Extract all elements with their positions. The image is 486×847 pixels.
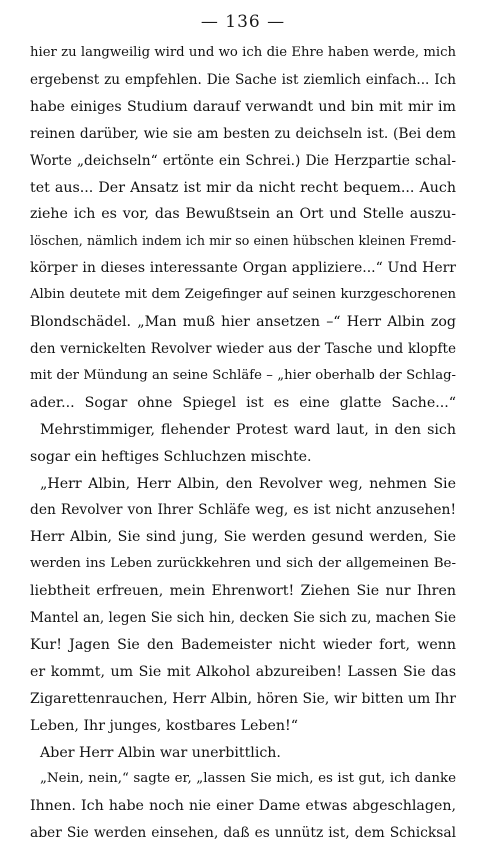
page-number: — 136 — <box>200 12 286 32</box>
text-line: Blondschädel. „Man muß hier ansetzen –“ Herr Albin zog <box>30 314 456 331</box>
text-line: reinen darüber, wie sie am besten zu deichseln ist. (Bei dem <box>30 125 456 142</box>
text-line: Albin deutete mit dem Zeigefinger auf seinen kurzgeschorenen <box>30 287 456 303</box>
text-line: werden ins Leben zurückkehren und sich der allgemeinen Be- <box>30 556 456 572</box>
text-line: Zigarettenrauchen, Herr Albin, hören Sie, wir bitten um Ihr <box>30 690 456 707</box>
text-line: Mantel an, legen Sie sich hin, decken Sie sich zu, machen Sie <box>30 610 456 627</box>
text-line: sogar ein heftiges Schluchzen mischte. <box>30 448 312 465</box>
text-line: „Herr Albin, Herr Albin, den Revolver weg, nehmen Sie <box>40 475 456 492</box>
text-line: „Nein, nein,“ sagte er, „lassen Sie mich, es ist gut, ich danke <box>40 771 456 787</box>
text-line: ergebenst zu empfehlen. Die Sache ist ziemlich einfach... Ich <box>30 71 456 88</box>
text-line: ziehe ich es vor, das Bewußtsein an Ort und Stelle auszu- <box>30 206 456 223</box>
text-line: ader... Sogar ohne Spiegel ist es eine glatte Sache...“ <box>30 394 456 411</box>
text-line: tet aus... Der Ansatz ist mir da nicht recht bequem... Auch <box>30 179 456 196</box>
text-line: den vernickelten Revolver wieder aus der Tasche und klopfte <box>30 340 456 357</box>
body-text <box>30 40 456 847</box>
text-line: den Revolver von Ihrer Schläfe weg, es ist nicht anzusehen! <box>30 502 456 519</box>
text-line: habe einiges Studium darauf verwandt und bin mit mir im <box>30 98 456 115</box>
text-line: Herr Albin, Sie sind jung, Sie werden gesund werden, Sie <box>30 529 456 546</box>
text-line: Aber Herr Albin war unerbittlich. <box>40 744 281 761</box>
text-line: Ihnen. Ich habe noch nie einer Dame etwas abgeschlagen, <box>30 798 456 815</box>
text-line: körper in dieses interessante Organ appliziere...“ Und Herr <box>30 260 456 277</box>
text-line: Kur! Jagen Sie den Bademeister nicht wieder fort, wenn <box>30 636 456 653</box>
text-line: mit der Mündung an seine Schläfe – „hier oberhalb der Schlag- <box>30 367 456 383</box>
text-line: aber Sie werden einsehen, daß es unnütz ist, dem Schicksal <box>30 825 456 842</box>
text-line: hier zu langweilig wird und wo ich die Ehre haben werde, mich <box>30 45 456 60</box>
text-line: Mehrstimmiger, flehender Protest ward laut, in den sich <box>40 421 456 438</box>
text-line: löschen, nämlich indem ich mir so einen hübschen kleinen Fremd- <box>30 233 456 249</box>
text-line: liebtheit erfreuen, mein Ehrenwort! Ziehen Sie nur Ihren <box>30 583 456 600</box>
text-line: er kommt, um Sie mit Alkohol abzureiben! Lassen Sie das <box>30 663 456 680</box>
text-line: Leben, Ihr junges, kostbares Leben!“ <box>30 717 298 734</box>
text-line: Worte „deichseln“ ertönte ein Schrei.) Die Herzpartie schal- <box>30 152 456 169</box>
